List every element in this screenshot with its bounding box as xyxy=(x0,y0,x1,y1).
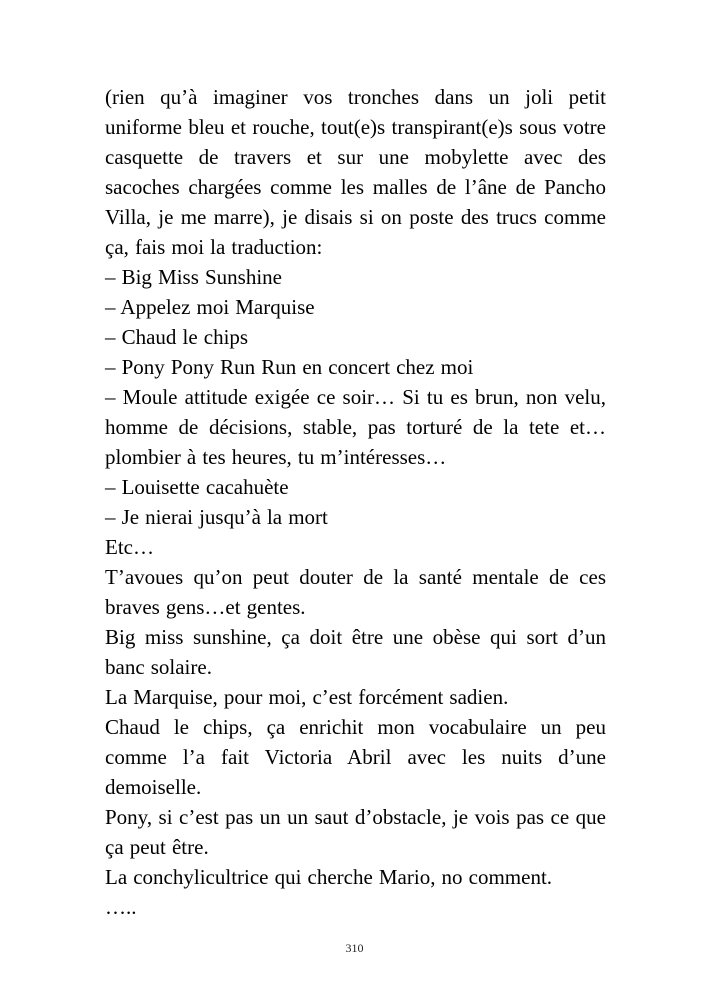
list-item: – Louisette cacahuète xyxy=(105,475,289,499)
page-number: 310 xyxy=(345,941,364,955)
paragraph: T’avoues qu’on peut douter de la santé mentale de ces braves gens…et gentes. xyxy=(105,565,606,619)
paragraph: Big miss sunshine, ça doit être une obèse qui sort d’un banc solaire. xyxy=(105,625,606,679)
paragraph: Pony, si c’est pas un un saut d’obstacle, je vois pas ce que ça peut être. xyxy=(105,805,606,859)
paragraph: La conchylicultrice qui cherche Mario, no comment. xyxy=(105,865,553,889)
list-item: – Chaud le chips xyxy=(105,325,249,349)
paragraph: La Marquise, pour moi, c’est forcément sadien. xyxy=(105,685,509,709)
list-item: – Je nierai jusqu’à la mort xyxy=(105,505,328,529)
paragraph: (rien qu’à imaginer vos tronches dans un joli petit uniforme bleu et rouche, tout(e)s transpirant(e)s sous votre casquette de travers et sur une mobylette avec des sacoches chargées comme les malles de l’âne de Pancho Villa, je me marre), je disais si on poste des trucs comme ça, fais moi la traduction: xyxy=(105,85,606,259)
list-item: – Pony Pony Run Run en concert chez moi xyxy=(105,355,474,379)
text-block xyxy=(105,82,606,922)
paragraph: ….. xyxy=(105,895,137,919)
paragraph: Etc… xyxy=(105,535,154,559)
paragraph: Chaud le chips, ça enrichit mon vocabulaire un peu comme l’a fait Victoria Abril avec les nuits d’une demoiselle. xyxy=(105,715,606,799)
list-item: – Appelez moi Marquise xyxy=(105,295,315,319)
list-item: – Moule attitude exigée ce soir… Si tu es brun, non velu, homme de décisions, stable, pas torturé de la tete et… plombier à tes heures, tu m’intéresses… xyxy=(105,385,606,469)
list-item: – Big Miss Sunshine xyxy=(105,265,282,289)
